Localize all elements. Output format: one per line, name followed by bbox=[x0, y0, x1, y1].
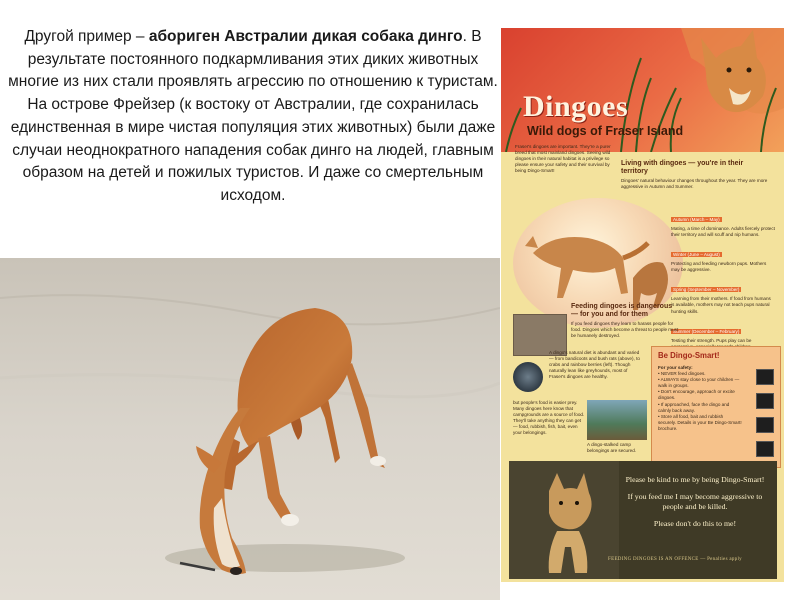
season-autumn bbox=[671, 208, 775, 238]
poster-intro: Fraser's dingoes are important. They're a purer breed that most mainland dingoes. Seeing wild dingoes in their natural habitat is a privilege so please ensure your safety and their survival by being Dingo-Smart! bbox=[515, 144, 611, 174]
smart-item: • Don't encourage, approach or excite dingoes. bbox=[658, 389, 735, 401]
bottom-msg-1: Please be kind to me by being Dingo-Smart! bbox=[625, 475, 765, 484]
living-heading: Living with dingoes — you're in their territory bbox=[621, 160, 744, 175]
bottom-footer: FEEDING DINGOES IS AN OFFENCE — Penalties apply bbox=[608, 557, 742, 562]
smart-subtitle: For your safety: bbox=[658, 365, 693, 370]
body-text: . В результате постоянного подкармливания этих диких животных многие из них стали проявлять агрессию по отношению к туристам. На острове Фрейзер (к востоку от Австралии, где сохранилась единственная в мире чистая популяция этих животных) были даже случаи неоднократного нападения собак динго на людей, главным образом на детей и пожилых туристов. И даже со смертельным исходом. bbox=[8, 28, 498, 204]
bottom-msg-2: If you feed me I may become aggressive to people and be killed. bbox=[627, 491, 763, 512]
no-feeding-icon bbox=[756, 369, 774, 385]
dingo-smart-box bbox=[651, 346, 781, 468]
feeding-section bbox=[571, 303, 681, 339]
season-text: Testing their strength. Pups play can be bbox=[671, 337, 752, 343]
season-label: Summer (December – February) bbox=[673, 328, 740, 334]
season-label: Spring (September – November) bbox=[673, 287, 740, 293]
campsite-caption: A dingo-stalked camp belongings are secured. bbox=[587, 442, 637, 454]
poster-subtitle: Wild dogs of Fraser Island bbox=[527, 124, 684, 138]
lazy-text: but people's food is easier prey. Many dingoes here know that campgrounds are a source of food. They'll take anything they can get — food, rubbish, fish, bait, even your belongings. bbox=[513, 400, 585, 436]
season-winter bbox=[671, 243, 775, 273]
berries-photo bbox=[513, 362, 543, 392]
feeding-text: If you feed dingoes they learn to harass people for food. Dingoes which become a threat to people must be humanely destroyed. bbox=[571, 321, 679, 339]
dingo-photo bbox=[0, 258, 500, 600]
no-approach-icon bbox=[756, 417, 774, 433]
season-timeline bbox=[671, 208, 775, 355]
smart-item: • ALWAYS stay close to your children — walk in groups. bbox=[658, 377, 740, 389]
season-text: Protecting and feeding newborn pups. Mothers may be aggressive. bbox=[671, 261, 767, 273]
smart-list bbox=[658, 365, 742, 432]
family-walking-icon bbox=[756, 393, 774, 409]
season-label: Autumn (March – May) bbox=[673, 217, 720, 222]
smart-item: • If approached, face the dingo and calmly back away. bbox=[658, 401, 730, 413]
slide-text bbox=[6, 26, 500, 208]
dingo-photo-image bbox=[0, 258, 500, 600]
season-spring bbox=[671, 278, 775, 314]
living-section bbox=[621, 160, 771, 190]
bottom-message bbox=[617, 475, 773, 529]
bottom-msg-3: Please don't do this to me! bbox=[653, 518, 737, 528]
dingo-poster bbox=[501, 28, 784, 582]
living-text: Dingoes' natural behaviour changes throughout the year. They are more aggressive in Autumn and Summer. bbox=[621, 178, 768, 190]
bottom-panel bbox=[509, 461, 777, 579]
diet-text: A dingo's natural diet is abundant and varied — from bandicoots and bush rats (above), to crabs and rainbow berries (left). Though naturally lean like greyhounds, most of Fraser's dingoes are healthy. bbox=[549, 350, 640, 380]
poster-title: Dingoes bbox=[523, 90, 629, 123]
campsite-photo bbox=[587, 400, 647, 440]
season-text: Learning from their mothers. If food from humans is available, mothers may not teach pups natural hunting skills. bbox=[671, 296, 771, 314]
intro-bold: абориген Австралии дикая собака динго bbox=[148, 28, 463, 45]
intro-plain: Другой пример – bbox=[24, 28, 149, 45]
smart-item: • Store all food, bait and rubbish securely. Details in your Be Dingo-Smart! brochure. bbox=[658, 413, 742, 431]
season-text: Mating, a time of dominance. Adults fiercely protect their territory and will scuff and nip humans. bbox=[671, 226, 775, 238]
feeding-heading: Feeding dingoes is dangerous — for you and for them bbox=[571, 303, 673, 318]
smart-item: • NEVER feed dingoes. bbox=[658, 371, 706, 377]
secure-food-icon bbox=[756, 441, 774, 457]
season-label: Winter (June – August) bbox=[673, 252, 720, 258]
smart-title: Be Dingo-Smart! bbox=[658, 351, 720, 360]
